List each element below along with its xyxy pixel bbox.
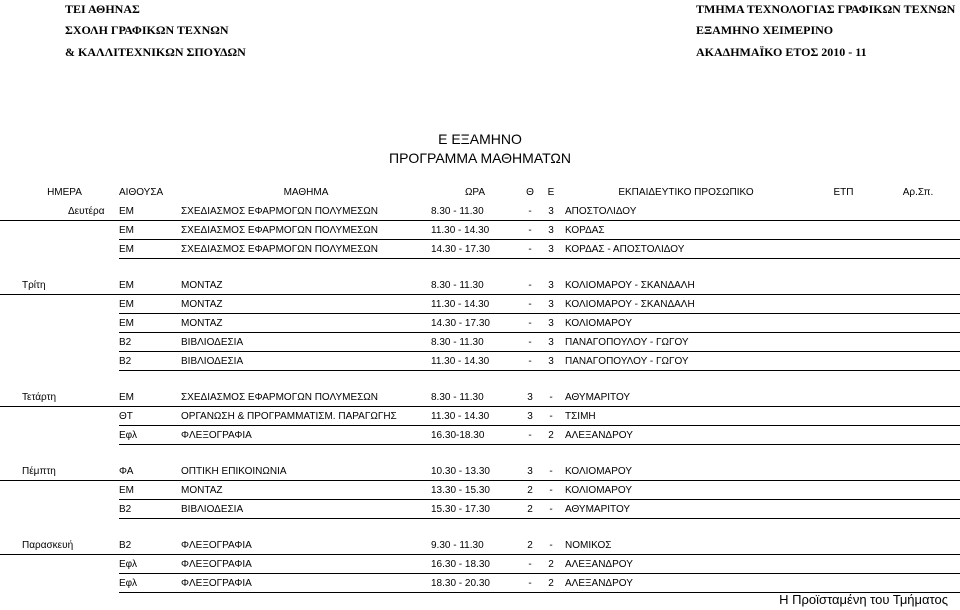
table-row bbox=[0, 295, 960, 314]
time-cell: 16.30-18.30 bbox=[431, 426, 519, 445]
staff-cell: ΚΟΛΙΟΜΑΡΟΥ bbox=[561, 314, 811, 333]
course-cell: ΦΛΕΞΟΓΡΑΦΙΑ bbox=[181, 574, 431, 593]
day-gap bbox=[0, 371, 960, 389]
room-cell: ΘΤ bbox=[119, 407, 181, 426]
ar-cell bbox=[876, 202, 960, 221]
col-staff: ΕΚΠΑΙΔΕΥΤΙΚΟ ΠΡΟΣΩΠΙΚΟ bbox=[618, 186, 754, 198]
etp-cell bbox=[811, 276, 876, 295]
table-row bbox=[0, 352, 960, 371]
col-course: ΜΑΘΗΜΑ bbox=[283, 186, 329, 198]
lab-hours-cell: 3 bbox=[541, 352, 561, 371]
staff-cell: ΑΠΟΣΤΟΛΙΔΟΥ bbox=[561, 202, 811, 221]
table-row bbox=[0, 500, 960, 519]
room-cell: ΕΜ bbox=[119, 221, 181, 240]
day-name: Παρασκευή bbox=[0, 536, 119, 555]
etp-cell bbox=[811, 574, 876, 593]
ar-cell bbox=[876, 426, 960, 445]
table-row bbox=[0, 202, 960, 221]
school-name: ΣΧΟΛΗ ΓΡΑΦΙΚΩΝ ΤΕΧΝΩΝ bbox=[65, 23, 229, 37]
column-header-row bbox=[0, 182, 960, 202]
room-cell: Β2 bbox=[119, 500, 181, 519]
course-cell: ΟΠΤΙΚΗ ΕΠΙΚΟΙΝΩΝΙΑ bbox=[181, 462, 431, 481]
col-etp: ΕΤΠ bbox=[833, 186, 854, 198]
staff-cell: ΝΟΜΙΚΟΣ bbox=[561, 536, 811, 555]
theory-hours-cell: - bbox=[519, 352, 541, 371]
course-cell: ΜΟΝΤΑΖ bbox=[181, 276, 431, 295]
theory-hours-cell: - bbox=[519, 202, 541, 221]
lab-hours-cell: 3 bbox=[541, 314, 561, 333]
course-cell: ΜΟΝΤΑΖ bbox=[181, 295, 431, 314]
time-cell: 14.30 - 17.30 bbox=[431, 240, 519, 259]
etp-cell bbox=[811, 333, 876, 352]
lab-hours-cell: 3 bbox=[541, 295, 561, 314]
course-cell: ΜΟΝΤΑΖ bbox=[181, 481, 431, 500]
ar-cell bbox=[876, 574, 960, 593]
room-cell: ΕΜ bbox=[119, 240, 181, 259]
staff-cell: ΑΛΕΞΑΝΔΡΟΥ bbox=[561, 555, 811, 574]
table-row bbox=[0, 407, 960, 426]
theory-hours-cell: - bbox=[519, 295, 541, 314]
ar-cell bbox=[876, 276, 960, 295]
table-row bbox=[0, 426, 960, 445]
etp-cell bbox=[811, 462, 876, 481]
table-row bbox=[0, 462, 960, 481]
table-row bbox=[0, 481, 960, 500]
theory-hours-cell: 3 bbox=[519, 462, 541, 481]
day-name: Πέμπτη bbox=[0, 462, 119, 481]
semester-title: Ε ΕΞΑΜΗΝΟ bbox=[438, 131, 522, 147]
room-cell: Εφλ bbox=[119, 555, 181, 574]
room-cell: ΕΜ bbox=[119, 202, 181, 221]
etp-cell bbox=[811, 536, 876, 555]
academic-year: ΑΚΑΔΗΜΑΪΚΟ ΕΤΟΣ 2010 - 11 bbox=[696, 45, 867, 59]
table-row bbox=[0, 276, 960, 295]
staff-cell: ΑΘΥΜΑΡΙΤΟΥ bbox=[561, 388, 811, 407]
lab-hours-cell: - bbox=[541, 407, 561, 426]
lab-hours-cell: - bbox=[541, 462, 561, 481]
table-row bbox=[0, 574, 960, 593]
theory-hours-cell: 2 bbox=[519, 536, 541, 555]
staff-cell: ΑΘΥΜΑΡΙΤΟΥ bbox=[561, 500, 811, 519]
room-cell: ΕΜ bbox=[119, 314, 181, 333]
etp-cell bbox=[811, 500, 876, 519]
theory-hours-cell: - bbox=[519, 426, 541, 445]
course-cell: ΒΙΒΛΙΟΔΕΣΙΑ bbox=[181, 352, 431, 371]
theory-hours-cell: - bbox=[519, 333, 541, 352]
theory-hours-cell: 2 bbox=[519, 481, 541, 500]
col-ar: Αρ.Σπ. bbox=[902, 186, 934, 198]
theory-hours-cell: 3 bbox=[519, 388, 541, 407]
staff-cell: ΚΟΛΙΟΜΑΡΟΥ bbox=[561, 462, 811, 481]
staff-cell: ΑΛΕΞΑΝΔΡΟΥ bbox=[561, 574, 811, 593]
course-cell: ΜΟΝΤΑΖ bbox=[181, 314, 431, 333]
ar-cell bbox=[876, 500, 960, 519]
theory-hours-cell: - bbox=[519, 240, 541, 259]
course-cell: ΦΛΕΞΟΓΡΑΦΙΑ bbox=[181, 536, 431, 555]
day-gap bbox=[0, 259, 960, 277]
table-row bbox=[0, 240, 960, 259]
time-cell: 11.30 - 14.30 bbox=[431, 407, 519, 426]
time-cell: 8.30 - 11.30 bbox=[431, 333, 519, 352]
room-cell: ΕΜ bbox=[119, 388, 181, 407]
day-name: Τρίτη bbox=[0, 276, 119, 295]
theory-hours-cell: 2 bbox=[519, 500, 541, 519]
col-theory: Θ bbox=[526, 186, 534, 198]
time-cell: 11.30 - 14.30 bbox=[431, 352, 519, 371]
lab-hours-cell: - bbox=[541, 481, 561, 500]
lab-hours-cell: 3 bbox=[541, 333, 561, 352]
etp-cell bbox=[811, 240, 876, 259]
table-row bbox=[0, 333, 960, 352]
lab-hours-cell: 2 bbox=[541, 555, 561, 574]
schedule-title: ΠΡΟΓΡΑΜΜΑ ΜΑΘΗΜΑΤΩΝ bbox=[388, 150, 571, 166]
ar-cell bbox=[876, 352, 960, 371]
time-cell: 14.30 - 17.30 bbox=[431, 314, 519, 333]
etp-cell bbox=[811, 555, 876, 574]
ar-cell bbox=[876, 314, 960, 333]
signature-line: Η Προϊσταμένη του Τμήματος bbox=[779, 592, 948, 607]
room-cell: Β2 bbox=[119, 352, 181, 371]
theory-hours-cell: - bbox=[519, 314, 541, 333]
staff-cell: ΚΟΛΙΟΜΑΡΟΥ - ΣΚΑΝΔΑΛΗ bbox=[561, 295, 811, 314]
ar-cell bbox=[876, 536, 960, 555]
department-name: ΤΜΗΜΑ ΤΕΧΝΟΛΟΓΙΑΣ ΓΡΑΦΙΚΩΝ ΤΕΧΝΩΝ bbox=[696, 2, 956, 16]
staff-cell: ΚΟΡΔΑΣ - ΑΠΟΣΤΟΛΙΔΟΥ bbox=[561, 240, 811, 259]
ar-cell bbox=[876, 333, 960, 352]
course-cell: ΣΧΕΔΙΑΣΜΟΣ ΕΦΑΡΜΟΓΩΝ ΠΟΛΥΜΕΣΩΝ bbox=[181, 240, 431, 259]
staff-cell: ΠΑΝΑΓΟΠΟΥΛΟΥ - ΓΩΓΟΥ bbox=[561, 333, 811, 352]
theory-hours-cell: - bbox=[519, 221, 541, 240]
time-cell: 10.30 - 13.30 bbox=[431, 462, 519, 481]
table-row bbox=[0, 388, 960, 407]
table-row bbox=[0, 221, 960, 240]
room-cell: ΕΜ bbox=[119, 481, 181, 500]
ar-cell bbox=[876, 462, 960, 481]
lab-hours-cell: - bbox=[541, 388, 561, 407]
staff-cell: ΚΟΡΔΑΣ bbox=[561, 221, 811, 240]
table-row bbox=[0, 555, 960, 574]
time-cell: 16.30 - 18.30 bbox=[431, 555, 519, 574]
day-name: Τετάρτη bbox=[0, 388, 119, 407]
etp-cell bbox=[811, 202, 876, 221]
theory-hours-cell: - bbox=[519, 574, 541, 593]
lab-hours-cell: 3 bbox=[541, 202, 561, 221]
staff-cell: ΚΟΛΙΟΜΑΡΟΥ - ΣΚΑΝΔΑΛΗ bbox=[561, 276, 811, 295]
time-cell: 13.30 - 15.30 bbox=[431, 481, 519, 500]
time-cell: 8.30 - 11.30 bbox=[431, 202, 519, 221]
etp-cell bbox=[811, 295, 876, 314]
etp-cell bbox=[811, 388, 876, 407]
time-cell: 8.30 - 11.30 bbox=[431, 388, 519, 407]
course-cell: ΒΙΒΛΙΟΔΕΣΙΑ bbox=[181, 333, 431, 352]
etp-cell bbox=[811, 221, 876, 240]
lab-hours-cell: 3 bbox=[541, 276, 561, 295]
room-cell: ΕΜ bbox=[119, 276, 181, 295]
room-cell: Εφλ bbox=[119, 426, 181, 445]
col-time: ΩΡΑ bbox=[464, 186, 486, 198]
room-cell: ΕΜ bbox=[119, 295, 181, 314]
etp-cell bbox=[811, 481, 876, 500]
time-cell: 9.30 - 11.30 bbox=[431, 536, 519, 555]
time-cell: 18.30 - 20.30 bbox=[431, 574, 519, 593]
theory-hours-cell: 3 bbox=[519, 407, 541, 426]
room-cell: Εφλ bbox=[119, 574, 181, 593]
ar-cell bbox=[876, 388, 960, 407]
course-cell: ΦΛΕΞΟΓΡΑΦΙΑ bbox=[181, 426, 431, 445]
ar-cell bbox=[876, 221, 960, 240]
col-day: ΗΜΕΡΑ bbox=[47, 186, 82, 198]
etp-cell bbox=[811, 407, 876, 426]
course-cell: ΒΙΒΛΙΟΔΕΣΙΑ bbox=[181, 500, 431, 519]
ar-cell bbox=[876, 555, 960, 574]
lab-hours-cell: 2 bbox=[541, 426, 561, 445]
ar-cell bbox=[876, 240, 960, 259]
theory-hours-cell: - bbox=[519, 555, 541, 574]
etp-cell bbox=[811, 314, 876, 333]
course-cell: ΟΡΓΑΝΩΣΗ & ΠΡΟΓΡΑΜΜΑΤΙΣΜ. ΠΑΡΑΓΩΓΗΣ bbox=[181, 407, 431, 426]
col-room: ΑΙΘΟΥΣΑ bbox=[119, 186, 164, 198]
semester-label: ΕΞΑΜΗΝΟ ΧΕΙΜΕΡΙΝΟ bbox=[696, 23, 834, 37]
day-gap bbox=[0, 519, 960, 537]
course-cell: ΣΧΕΔΙΑΣΜΟΣ ΕΦΑΡΜΟΓΩΝ ΠΟΛΥΜΕΣΩΝ bbox=[181, 221, 431, 240]
lab-hours-cell: 2 bbox=[541, 574, 561, 593]
room-cell: ΦΑ bbox=[119, 462, 181, 481]
lab-hours-cell: - bbox=[541, 536, 561, 555]
course-cell: ΣΧΕΔΙΑΣΜΟΣ ΕΦΑΡΜΟΓΩΝ ΠΟΛΥΜΕΣΩΝ bbox=[181, 388, 431, 407]
etp-cell bbox=[811, 352, 876, 371]
schedule-table bbox=[0, 182, 960, 593]
day-gap bbox=[0, 445, 960, 463]
time-cell: 11.30 - 14.30 bbox=[431, 221, 519, 240]
lab-hours-cell: 3 bbox=[541, 240, 561, 259]
table-row bbox=[0, 536, 960, 555]
lab-hours-cell: 3 bbox=[541, 221, 561, 240]
lab-hours-cell: - bbox=[541, 500, 561, 519]
ar-cell bbox=[876, 295, 960, 314]
time-cell: 8.30 - 11.30 bbox=[431, 276, 519, 295]
institution-name: ΤΕΙ ΑΘΗΝΑΣ bbox=[65, 2, 140, 16]
staff-cell: ΠΑΝΑΓΟΠΟΥΛΟΥ - ΓΩΓΟΥ bbox=[561, 352, 811, 371]
course-cell: ΦΛΕΞΟΓΡΑΦΙΑ bbox=[181, 555, 431, 574]
col-lab: Ε bbox=[547, 186, 555, 198]
etp-cell bbox=[811, 426, 876, 445]
theory-hours-cell: - bbox=[519, 276, 541, 295]
time-cell: 11.30 - 14.30 bbox=[431, 295, 519, 314]
room-cell: Β2 bbox=[119, 536, 181, 555]
school-name-cont: & ΚΑΛΛΙΤΕΧΝΙΚΩΝ ΣΠΟΥΔΩΝ bbox=[65, 45, 246, 59]
time-cell: 15.30 - 17.30 bbox=[431, 500, 519, 519]
staff-cell: ΑΛΕΞΑΝΔΡΟΥ bbox=[561, 426, 811, 445]
day-name: Δευτέρα bbox=[0, 202, 119, 221]
ar-cell bbox=[876, 481, 960, 500]
ar-cell bbox=[876, 407, 960, 426]
room-cell: Β2 bbox=[119, 333, 181, 352]
staff-cell: ΚΟΛΙΟΜΑΡΟΥ bbox=[561, 481, 811, 500]
staff-cell: ΤΣΙΜΗ bbox=[561, 407, 811, 426]
table-row bbox=[0, 314, 960, 333]
course-cell: ΣΧΕΔΙΑΣΜΟΣ ΕΦΑΡΜΟΓΩΝ ΠΟΛΥΜΕΣΩΝ bbox=[181, 202, 431, 221]
